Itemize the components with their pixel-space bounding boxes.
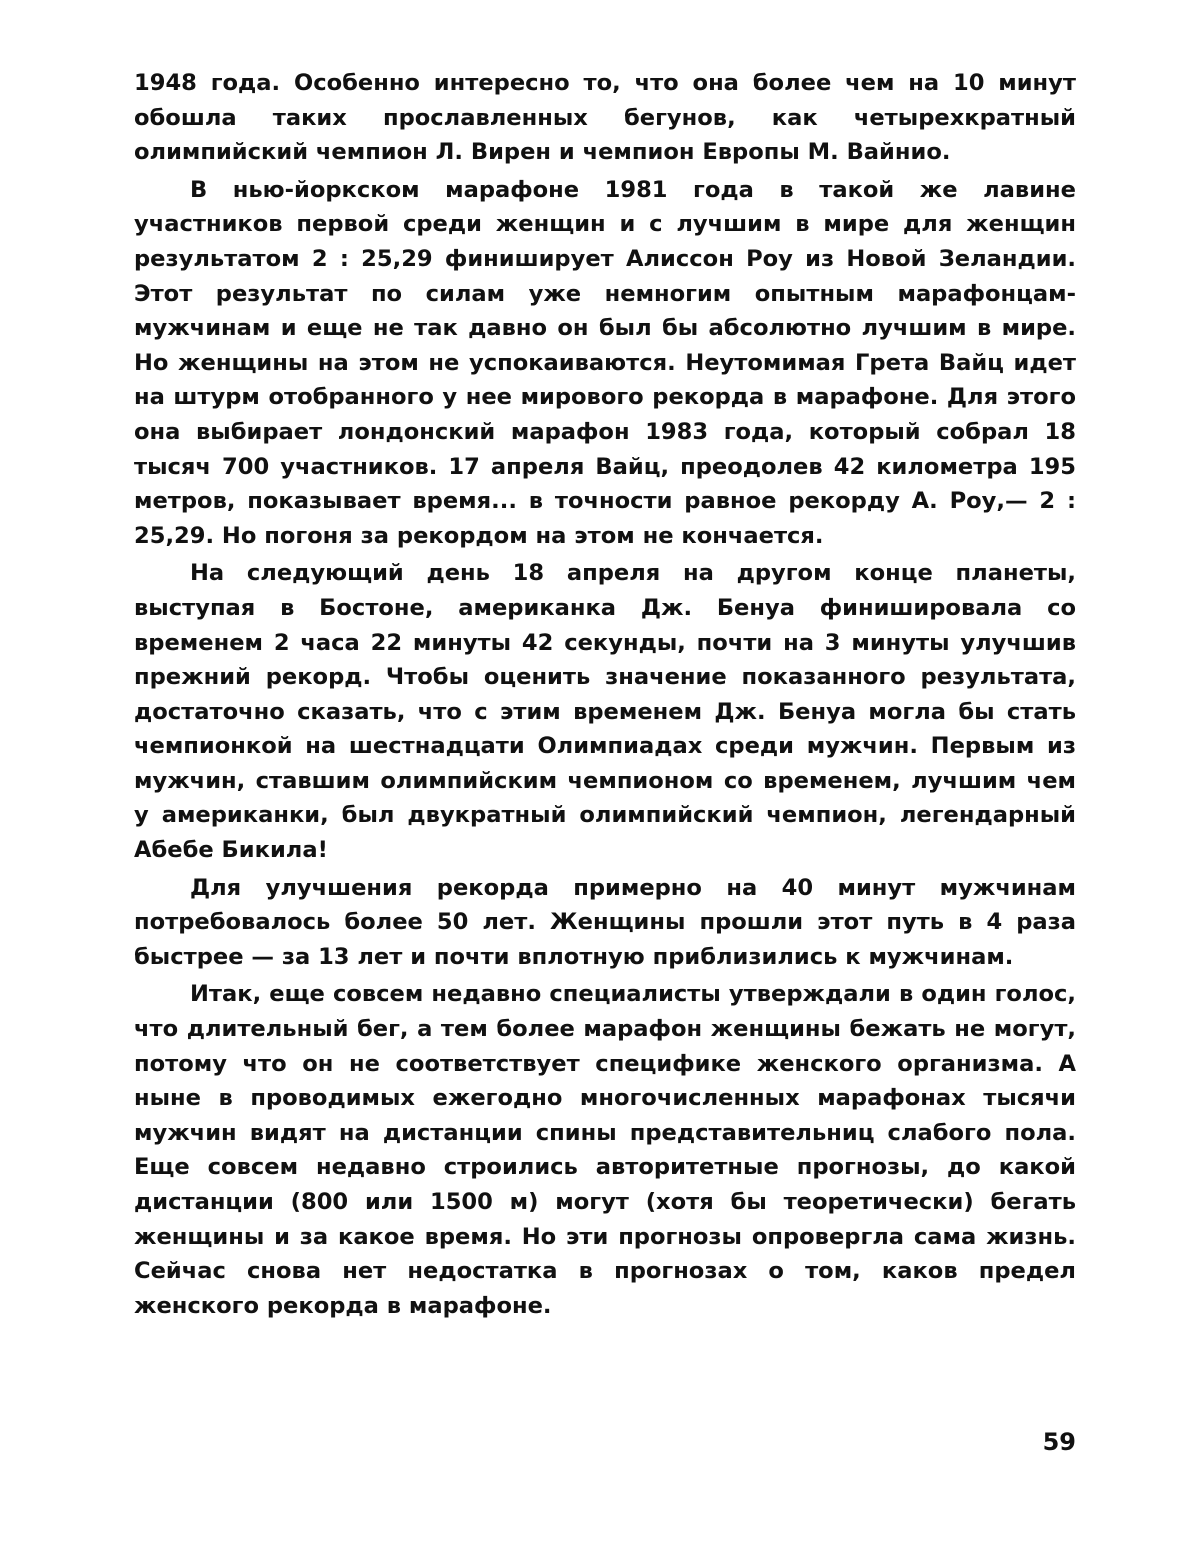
paragraph-3: На следующий день 18 апреля на другом конце планеты, выступая в Бостоне, американка Дж. Бенуа финишировала со временем 2 часа 22 минуты 42 секунды, почти на 3 минуты улучшив прежний рекорд. Чтобы оценить значение показанного результата, достаточно сказать, что с этим временем Дж. Бенуа могла бы стать чемпионкой на шестнадцати Олимпиадах среди мужчин. Первым из мужчин, ставшим олимпийским чемпионом со временем, лучшим чем у американки, был двукратный олимпийский чемпион, легендарный Абебе Бикила! bbox=[134, 560, 1076, 864]
paragraph-2: В нью-йоркском марафоне 1981 года в такой же лавине участников первой среди женщин и с лучшим в мире для женщин результатом 2 : 25,29 финиширует Алиссон Роу из Новой Зеландии. Этот результат по силам уже немногим опытным марафонцам-мужчинам и еще не так давно он был бы абсолютно лучшим в мире. Но женщины на этом не успокаиваются. Неутомимая Грета Вайц идет на штурм отобранного у нее мирового рекорда в марафоне. Для этого она выбирает лондонский марафон 1983 года, который собрал 18 тысяч 700 участников. 17 апреля Вайц, преодолев 42 километра 195 метров, показывает время... в точности равное рекорду А. Роу,— 2 : 25,29. Но погоня за рекордом на этом не кончается. bbox=[134, 176, 1076, 549]
page-body bbox=[134, 66, 1076, 1506]
page-number: 59 bbox=[1042, 1428, 1076, 1456]
paragraph-5: Итак, еще совсем недавно специалисты утверждали в один голос, что длительный бег, а тем более марафон женщины бежать не могут, потому что он не соответствует специфике женского организма. А ныне в проводимых ежегодно многочисленных марафонах тысячи мужчин видят на дистанции спины представительниц слабого пола. Еще совсем недавно строились авторитетные прогнозы, до какой дистанции (800 или 1500 м) могут (хотя бы теоретически) бегать женщины и за какое время. Но эти прогнозы опровергла сама жизнь. Сейчас снова нет недостатка в прогнозах о том, каков предел женского рекорда в марафоне. bbox=[134, 981, 1076, 1319]
paragraph-4: Для улучшения рекорда примерно на 40 минут мужчинам потребовалось более 50 лет. Женщины прошли этот путь в 4 раза быстрее — за 13 лет и почти вплотную приблизились к мужчинам. bbox=[134, 874, 1076, 970]
paragraph-1: 1948 года. Особенно интересно то, что она более чем на 10 минут обошла таких прославленных бегунов, как четырехкратный олимпийский чемпион Л. Вирен и чемпион Европы М. Вайнио. bbox=[134, 70, 1076, 166]
